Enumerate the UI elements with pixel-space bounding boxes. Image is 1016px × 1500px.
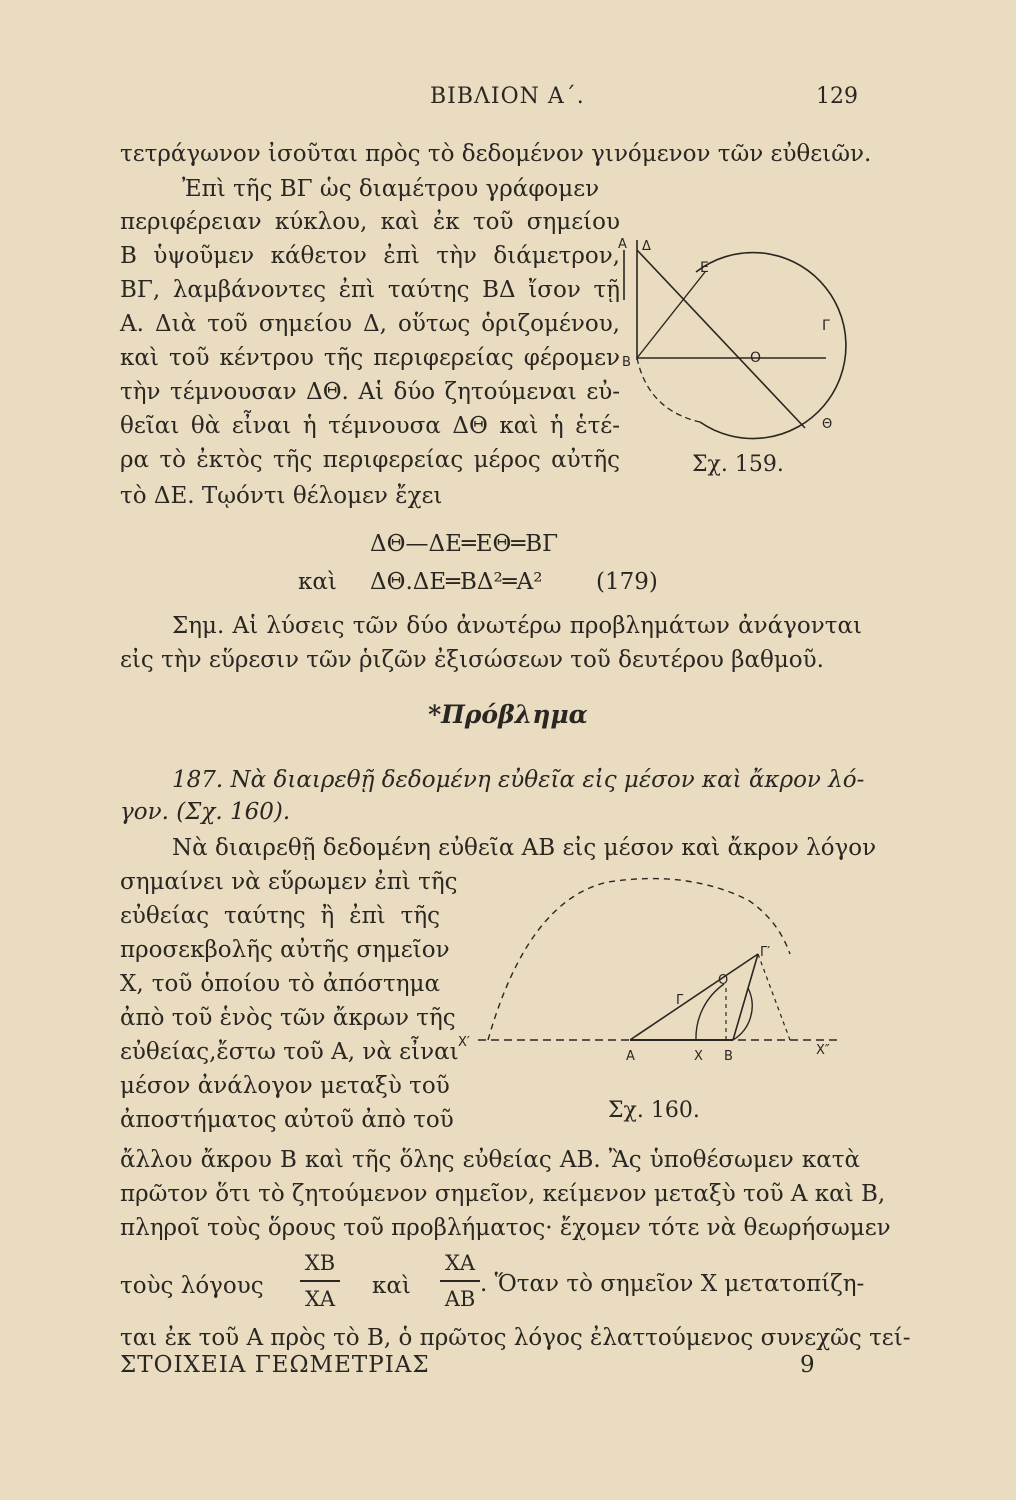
fraction-xa-ab — [440, 1250, 480, 1312]
text-line: ΒΓ, λαμβάνοντες ἐπὶ ταύτης ΒΔ ἴσον τῇ — [120, 277, 620, 303]
ratio-conjunction: καὶ — [372, 1273, 411, 1299]
footer-title: ΣΤΟΙΧΕΙΑ ΓΕΩΜΕΤΡΙΑΣ — [120, 1352, 430, 1378]
fraction-bar — [440, 1280, 480, 1282]
text-line: προσεκβολῆς αὐτῆς σημεῖον — [120, 937, 450, 963]
equation: ΔΘ.ΔΕ═ΒΔ²═Α² — [370, 569, 543, 595]
text-line: εὐθείας,ἔστω τοῦ Α, νὰ εἶναι — [120, 1039, 459, 1065]
label-g: Γ — [676, 993, 684, 1008]
label-o: Ο — [750, 350, 762, 366]
text-line: ἀπὸ τοῦ ἑνὸς τῶν ἄκρων τῆς — [120, 1005, 456, 1031]
text-line: ἀποστήματος αὐτοῦ ἀπὸ τοῦ — [120, 1107, 454, 1133]
text-line: Χ, τοῦ ὁποίου τὸ ἀπόστημα — [120, 971, 440, 997]
page-number: 129 — [816, 84, 858, 109]
semicircle-arc — [488, 879, 790, 1040]
label-d: Δ — [642, 239, 651, 254]
text-line: τὴν τέμνουσαν ΔΘ. Αἱ δύο ζητούμεναι εὐ- — [120, 379, 620, 405]
label-g: Γ — [822, 318, 830, 334]
figure-160-diagram — [448, 860, 868, 1080]
fraction-numerator: ΧΒ — [304, 1251, 336, 1275]
note-line: εἰς τὴν εὕρεσιν τῶν ῥιζῶν ἐξισώσεων τοῦ δευτέρου βαθμοῦ. — [120, 647, 824, 673]
section-heading: *Πρόβλημα — [428, 700, 588, 729]
fraction-bar — [300, 1280, 340, 1282]
text-line: εὐθείας ταύτης ἢ ἐπὶ τῆς — [120, 903, 440, 929]
problem-statement: 187. Νὰ διαιρεθῇ δεδομένη εὐθεῖα εἰς μέσον καὶ ἄκρον λό- — [172, 767, 865, 793]
text-line: μέσον ἀνάλογον μεταξὺ τοῦ — [120, 1073, 450, 1099]
text-line: θεῖαι θὰ εἶναι ἡ τέμνουσα ΔΘ καὶ ἡ ἑτέ- — [120, 413, 620, 439]
ratio-prefix: τοὺς λόγους — [120, 1273, 264, 1299]
secant-dth — [637, 250, 805, 428]
label-x2: Χ″ — [816, 1043, 830, 1058]
equation-number: (179) — [596, 569, 658, 595]
equation-prefix: καὶ — [298, 569, 337, 595]
text-line: σημαίνει νὰ εὕρωμεν ἐπὶ τῆς — [120, 869, 458, 895]
label-x: Χ — [694, 1049, 703, 1064]
fraction-denominator: ΧΑ — [304, 1287, 336, 1311]
note-line: Σημ. Αἱ λύσεις τῶν δύο ἀνωτέρω προβλημάτων ἀνάγονται — [172, 613, 862, 639]
label-b: Β — [724, 1049, 733, 1064]
text-line: πρῶτον ὅτι τὸ ζητούμενον σημεῖον, κείμενον μεταξὺ τοῦ Α καὶ Β, — [120, 1181, 886, 1207]
circle-arc — [696, 253, 846, 439]
label-a: Α — [626, 1049, 635, 1064]
label-th: Θ — [822, 417, 833, 432]
label-a: Α — [618, 237, 627, 252]
text-line: ἄλλου ἄκρου Β καὶ τῆς ὅλης εὐθείας ΑΒ. Ἂς ὑποθέσωμεν κατὰ — [120, 1147, 860, 1173]
fraction-xb-xa — [300, 1250, 340, 1312]
label-b: Β — [622, 355, 631, 370]
signature-mark: 9 — [800, 1352, 816, 1378]
text-line: τὸ ΔΕ. Τῳόντι θέλομεν ἔχει — [120, 483, 443, 509]
text-line: Α. Διὰ τοῦ σημείου Δ, οὕτως ὁριζομένου, — [120, 311, 620, 337]
text-line: ρα τὸ ἐκτὸς τῆς περιφερείας μέρος αὐτῆς — [120, 447, 620, 473]
figure-160-caption: Σχ. 160. — [608, 1098, 700, 1123]
running-header: ΒΙΒΛΙΟΝ Α΄. — [430, 84, 585, 109]
text-line: τετράγωνον ἰσοῦται πρὸς τὸ δεδομένον γινόμενον τῶν εὐθειῶν. — [120, 141, 872, 167]
text-line: πληροῖ τοὺς ὅρους τοῦ προβλήματος· ἔχομεν τότε νὰ θεωρήσωμεν — [120, 1215, 891, 1241]
text-line: ται ἐκ τοῦ Α πρὸς τὸ Β, ὁ πρῶτος λόγος ἐλαττούμενος συνεχῶς τεί- — [120, 1325, 911, 1351]
circle-arc-dashed — [637, 358, 700, 422]
label-x1: Χ′ — [458, 1035, 470, 1050]
label-o: Ο — [718, 973, 729, 988]
projection — [758, 954, 790, 1040]
figure-159-caption: Σχ. 159. — [692, 452, 784, 477]
text-line: Νὰ διαιρεθῇ δεδομένη εὐθεῖα ΑΒ εἰς μέσον καὶ ἄκρον λόγον — [172, 835, 877, 861]
fraction-numerator: ΧΑ — [444, 1251, 476, 1275]
text-line: Β ὑψοῦμεν κάθετον ἐπὶ τὴν διάμετρον, — [120, 243, 620, 269]
segment-ag — [630, 954, 758, 1040]
fraction-denominator: ΑΒ — [444, 1287, 476, 1311]
equation: ΔΘ—ΔΕ═ΕΘ═ΒΓ — [370, 531, 559, 557]
text-line: . Ὅταν τὸ σημεῖον Χ μετατοπίζη- — [480, 1271, 865, 1297]
text-line: καὶ τοῦ κέντρου τῆς περιφερείας φέρομεν — [120, 345, 620, 371]
label-e: Ε — [700, 260, 709, 276]
label-g-prime: Γ′ — [760, 945, 771, 960]
text-line: Ἐπὶ τῆς ΒΓ ὡς διαμέτρου γράφομεν — [182, 176, 600, 202]
text-line: περιφέρειαν κύκλου, καὶ ἐκ τοῦ σημείου — [120, 209, 620, 235]
problem-statement: γον. (Σχ. 160). — [120, 799, 291, 825]
